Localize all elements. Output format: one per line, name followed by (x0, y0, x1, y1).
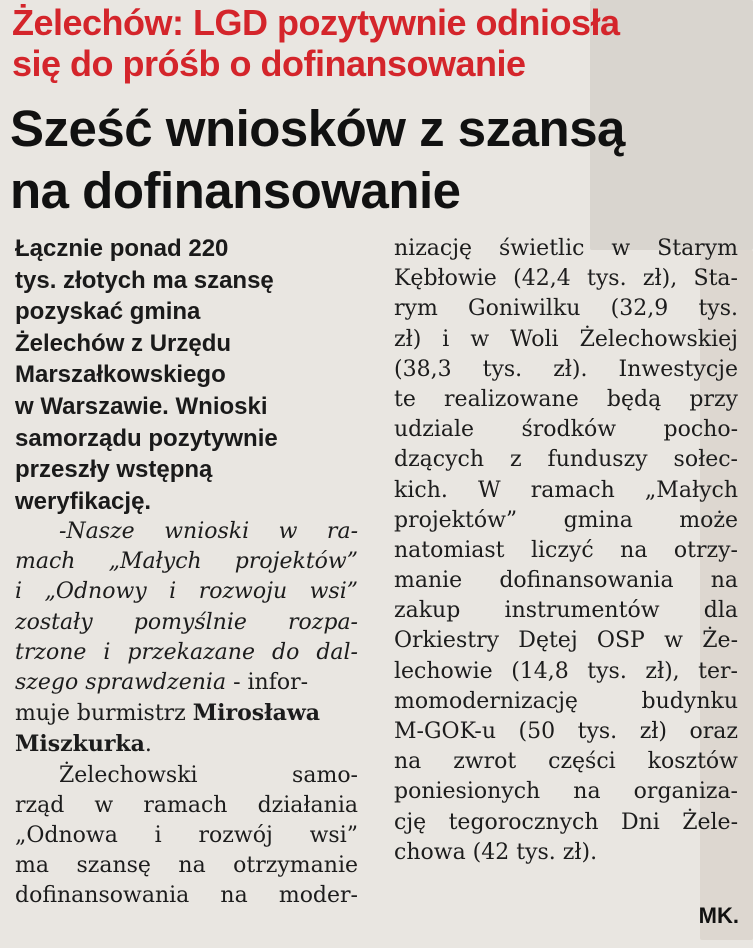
paragraph-line: (38,3 tys. zł). Inwestycje (394, 356, 738, 382)
paragraph-line: momodernizację budynku (394, 688, 738, 714)
quote-tail: szego sprawdzenia (15, 669, 227, 695)
paragraph-line: kich. W ramach „Małych (394, 477, 738, 503)
paragraph-line: M-GOK-u (50 tys. zł) oraz (394, 719, 738, 744)
paragraph-line: Kębłowie (42,4 tys. zł), Sta- (394, 266, 738, 292)
paragraph-line: Żelechowski samo- (59, 762, 358, 788)
paragraph-line: rym Goniwilku (32,9 tys. (394, 296, 738, 322)
attribution-line: muje burmistrz Mirosława (15, 700, 321, 727)
lead-line: Łącznie ponad 220 (15, 235, 229, 262)
paragraph-line: poniesionych na organiza- (394, 779, 738, 805)
paragraph-line: na zwrot części kosztów (394, 749, 738, 775)
paragraph-line: ma szansę na otrzymanie (15, 853, 358, 879)
lead-line: Marszałkowskiego (15, 361, 226, 389)
paragraph-line: natomiast liczyć na otrzy- (394, 537, 738, 563)
paragraph-line: lechowie (14,8 tys. zł), ter- (394, 658, 738, 684)
lead-line: samorządu pozytywnie (15, 424, 278, 452)
main-headline (10, 98, 740, 222)
quote-line: trzone i przekazane do dal- (15, 639, 358, 665)
headline-line-2: na dofinansowanie (10, 162, 461, 219)
attribution-line: Miszkurka. (15, 731, 152, 758)
paragraph-line: zł) i w Woli Żelechowskiej (394, 326, 738, 352)
paragraph-line: te realizowane będą przy (394, 386, 738, 412)
quote-line: mach „Małych projektów” (15, 549, 358, 575)
lead-line: tys. złotych ma szansę (15, 266, 274, 294)
paragraph-line: dzących z funduszy sołec- (394, 447, 738, 473)
paragraph-last-line: chowa (42 tys. zł). (394, 839, 598, 865)
body-column-right (394, 234, 738, 868)
quote-end-line (15, 668, 358, 698)
quote-continuation: - infor- (226, 669, 309, 695)
quote-line: zostały pomyślnie rozpa- (15, 609, 358, 635)
lead-line: przeszły wstępną (15, 456, 213, 484)
kicker-line-1: Żelechów: LGD pozytywnie odniosła (12, 2, 620, 43)
headline-line-1: Sześć wniosków z szansą (10, 100, 625, 157)
lead-line: pozyskać gmina (15, 298, 201, 326)
quote-line: i „Odnowy i rozwoju wsi” (15, 579, 358, 605)
paragraph-line: projektów” gmina może (394, 507, 738, 533)
lead-paragraph (15, 233, 365, 517)
paragraph-line: dofinansowania na moder- (15, 883, 358, 909)
paragraph-line: Orkiestry Dętej OSP w Że- (394, 628, 738, 654)
mayor-last-name: Miszkurka (15, 731, 145, 758)
author-signature: MK. (698, 903, 739, 928)
paragraph-line: zakup instrumentów dla (394, 598, 738, 624)
kicker-line-2: się do próśb o dofinansowanie (12, 43, 526, 84)
body-column-left (15, 517, 358, 911)
paragraph-line: manie dofinansowania na (394, 568, 738, 594)
lead-line: w Warszawie. Wnioski (15, 392, 268, 420)
kicker-headline (12, 2, 732, 84)
lead-line: Żelechów z Urzędu (15, 329, 232, 357)
paragraph-line: cję tegorocznych Dni Żele- (394, 809, 738, 835)
paragraph-line: „Odnowa i rozwój wsi” (15, 822, 358, 848)
quote-line: -Nasze wnioski w ra- (59, 519, 358, 544)
paragraph-line: udziale środków pocho- (394, 417, 738, 443)
paragraph-line: rząd w ramach działania (15, 792, 358, 818)
mayor-first-name: Mirosława (192, 700, 321, 727)
paragraph-line: nizację świetlic w Starym (394, 236, 738, 261)
lead-line: weryfikację. (15, 487, 152, 515)
